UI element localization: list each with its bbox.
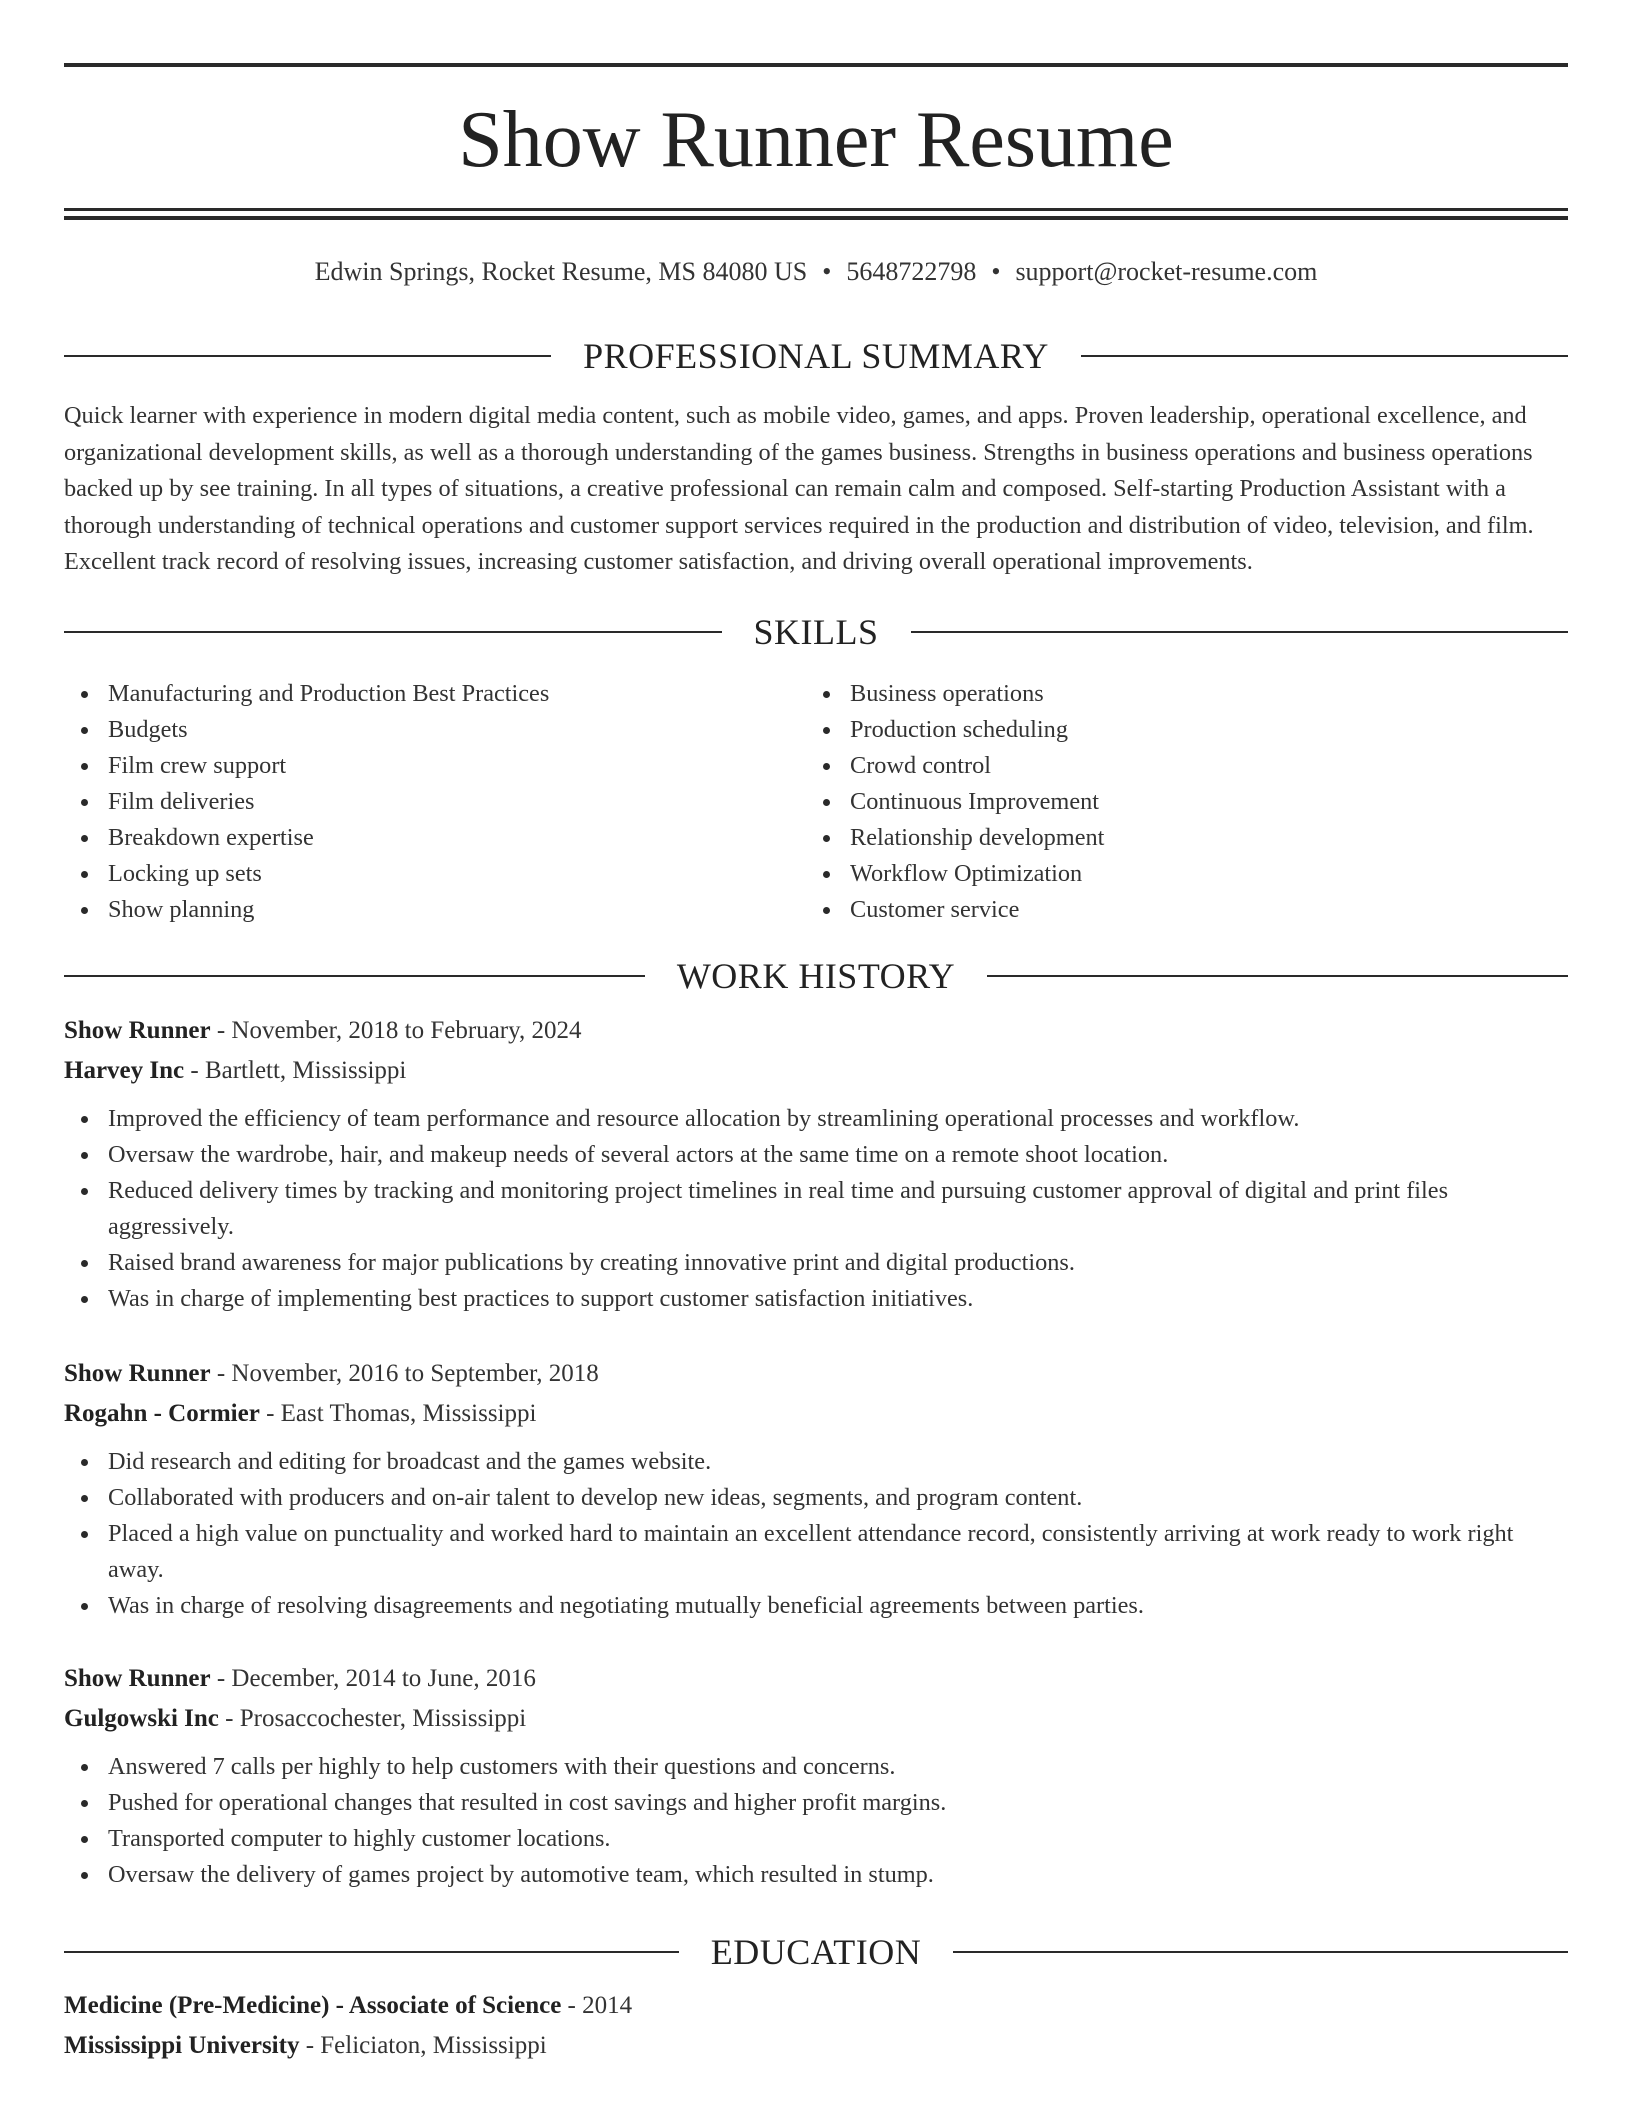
skill-item: Customer service [806,892,1548,928]
job-bullets [64,1101,1568,1317]
job-title-line [64,1354,1568,1394]
job-entry [64,1354,1568,1624]
job-entry [64,1659,1568,1893]
job-bullet: Was in charge of resolving disagreements and negotiating mutually beneficial agreements between parties. [64,1588,1568,1624]
education-heading: EDUCATION [710,1932,922,1972]
divider-line [64,631,722,633]
skills-section-header [64,610,1568,654]
job-company-line [64,1394,1568,1434]
header-bottom-rule-2 [64,216,1568,220]
job-dates: - November, 2016 to September, 2018 [210,1360,599,1387]
job-dates: - December, 2014 to June, 2016 [210,1665,536,1692]
skill-item: Crowd control [806,748,1548,784]
work-section-header [64,954,1568,998]
summary-heading: PROFESSIONAL SUMMARY [583,336,1049,376]
job-company-line [64,1051,1568,1091]
education-school: Mississippi University [64,2032,300,2059]
contact-separator: • [991,257,1001,286]
education-year: - 2014 [561,1992,633,2019]
job-company-line [64,1699,1568,1739]
job-bullet: Answered 7 calls per highly to help customers with their questions and concerns. [64,1749,1568,1785]
job-title-line [64,1659,1568,1699]
job-bullets [64,1749,1568,1893]
contact-email: support@rocket-resume.com [1015,257,1318,286]
job-title: Show Runner [64,1017,211,1044]
job-bullet: Oversaw the delivery of games project by automotive team, which resulted in stump. [64,1857,1568,1893]
job-bullet: Pushed for operational changes that resulted in cost savings and higher profit margins. [64,1785,1568,1821]
divider-line [64,1951,679,1953]
education-section-header [64,1930,1568,1974]
skill-item: Film crew support [64,748,806,784]
skills-column-right [806,676,1548,928]
education-degree: Medicine (Pre-Medicine) - Associate of Science [64,1992,562,2019]
education-school-line [64,2026,1568,2066]
divider-line [64,975,645,977]
job-bullet: Did research and editing for broadcast and the games website. [64,1444,1568,1480]
job-location: - Prosaccochester, Mississippi [218,1705,527,1732]
skill-item: Relationship development [806,820,1548,856]
contact-phone: 5648722798 [846,257,977,286]
divider-line [64,355,551,357]
header-bottom-rule [64,208,1568,211]
summary-section-header [64,334,1568,378]
education-degree-line [64,1986,1568,2026]
skills-list [64,676,1568,928]
skills-column-left [64,676,806,928]
job-dates: - November, 2018 to February, 2024 [210,1017,582,1044]
skill-item: Production scheduling [806,712,1548,748]
job-title-line [64,1011,1568,1051]
skill-item: Workflow Optimization [806,856,1548,892]
header-top-rule [64,63,1568,67]
job-bullet: Reduced delivery times by tracking and monitoring project timelines in real time and pursuing customer approval of digital and print files aggressively. [64,1173,1568,1245]
job-title: Show Runner [64,1665,211,1692]
skill-item: Show planning [64,892,806,928]
job-location: - Bartlett, Mississippi [184,1057,407,1084]
divider-line [953,1951,1568,1953]
job-bullet: Collaborated with producers and on-air talent to develop new ideas, segments, and program content. [64,1480,1568,1516]
job-entry [64,1011,1568,1317]
job-bullet: Was in charge of implementing best practices to support customer satisfaction initiatives. [64,1281,1568,1317]
job-bullets [64,1444,1568,1624]
skill-item: Budgets [64,712,806,748]
summary-text: Quick learner with experience in modern digital media content, such as mobile video, games, and apps. Proven leadership, operational excellence, and organizational development skills, as well as a thorough understanding of the games business. Strengths in business operations and business operations backed up by see training. In all types of situations, a creative professional can remain calm and composed. Self-starting Production Assistant with a thorough understanding of technical operations and customer support services required in the production and distribution of video, television, and film. Excellent track record of resolving issues, increasing customer satisfaction, and driving overall operational improvements. [64,402,1534,575]
job-title: Show Runner [64,1360,211,1387]
education-entry [64,1986,1568,2066]
skill-item: Business operations [806,676,1548,712]
divider-line [1081,355,1568,357]
job-company: Gulgowski Inc [64,1705,219,1732]
skill-item: Locking up sets [64,856,806,892]
job-bullet: Raised brand awareness for major publications by creating innovative print and digital productions. [64,1245,1568,1281]
work-heading: WORK HISTORY [676,956,956,996]
skill-item: Continuous Improvement [806,784,1548,820]
job-bullet: Oversaw the wardrobe, hair, and makeup needs of several actors at the same time on a remote shoot location. [64,1137,1568,1173]
skill-item: Breakdown expertise [64,820,806,856]
education-location: - Feliciaton, Mississippi [299,2032,547,2059]
divider-line [911,631,1569,633]
contact-line [64,254,1568,290]
divider-line [987,975,1568,977]
job-bullet: Placed a high value on punctuality and worked hard to maintain an excellent attendance record, consistently arriving at work ready to work right away. [64,1516,1568,1588]
skill-item: Film deliveries [64,784,806,820]
resume-title: Show Runner Resume [458,96,1174,184]
job-location: - East Thomas, Mississippi [259,1400,537,1427]
skills-heading: SKILLS [753,612,879,652]
job-bullet: Transported computer to highly customer locations. [64,1821,1568,1857]
job-company: Rogahn - Cormier [64,1400,260,1427]
job-bullet: Improved the efficiency of team performance and resource allocation by streamlining operational processes and workflow. [64,1101,1568,1137]
job-company: Harvey Inc [64,1057,185,1084]
contact-address: Edwin Springs, Rocket Resume, MS 84080 US [314,257,808,286]
skill-item: Manufacturing and Production Best Practices [64,676,806,712]
contact-separator: • [822,257,832,286]
